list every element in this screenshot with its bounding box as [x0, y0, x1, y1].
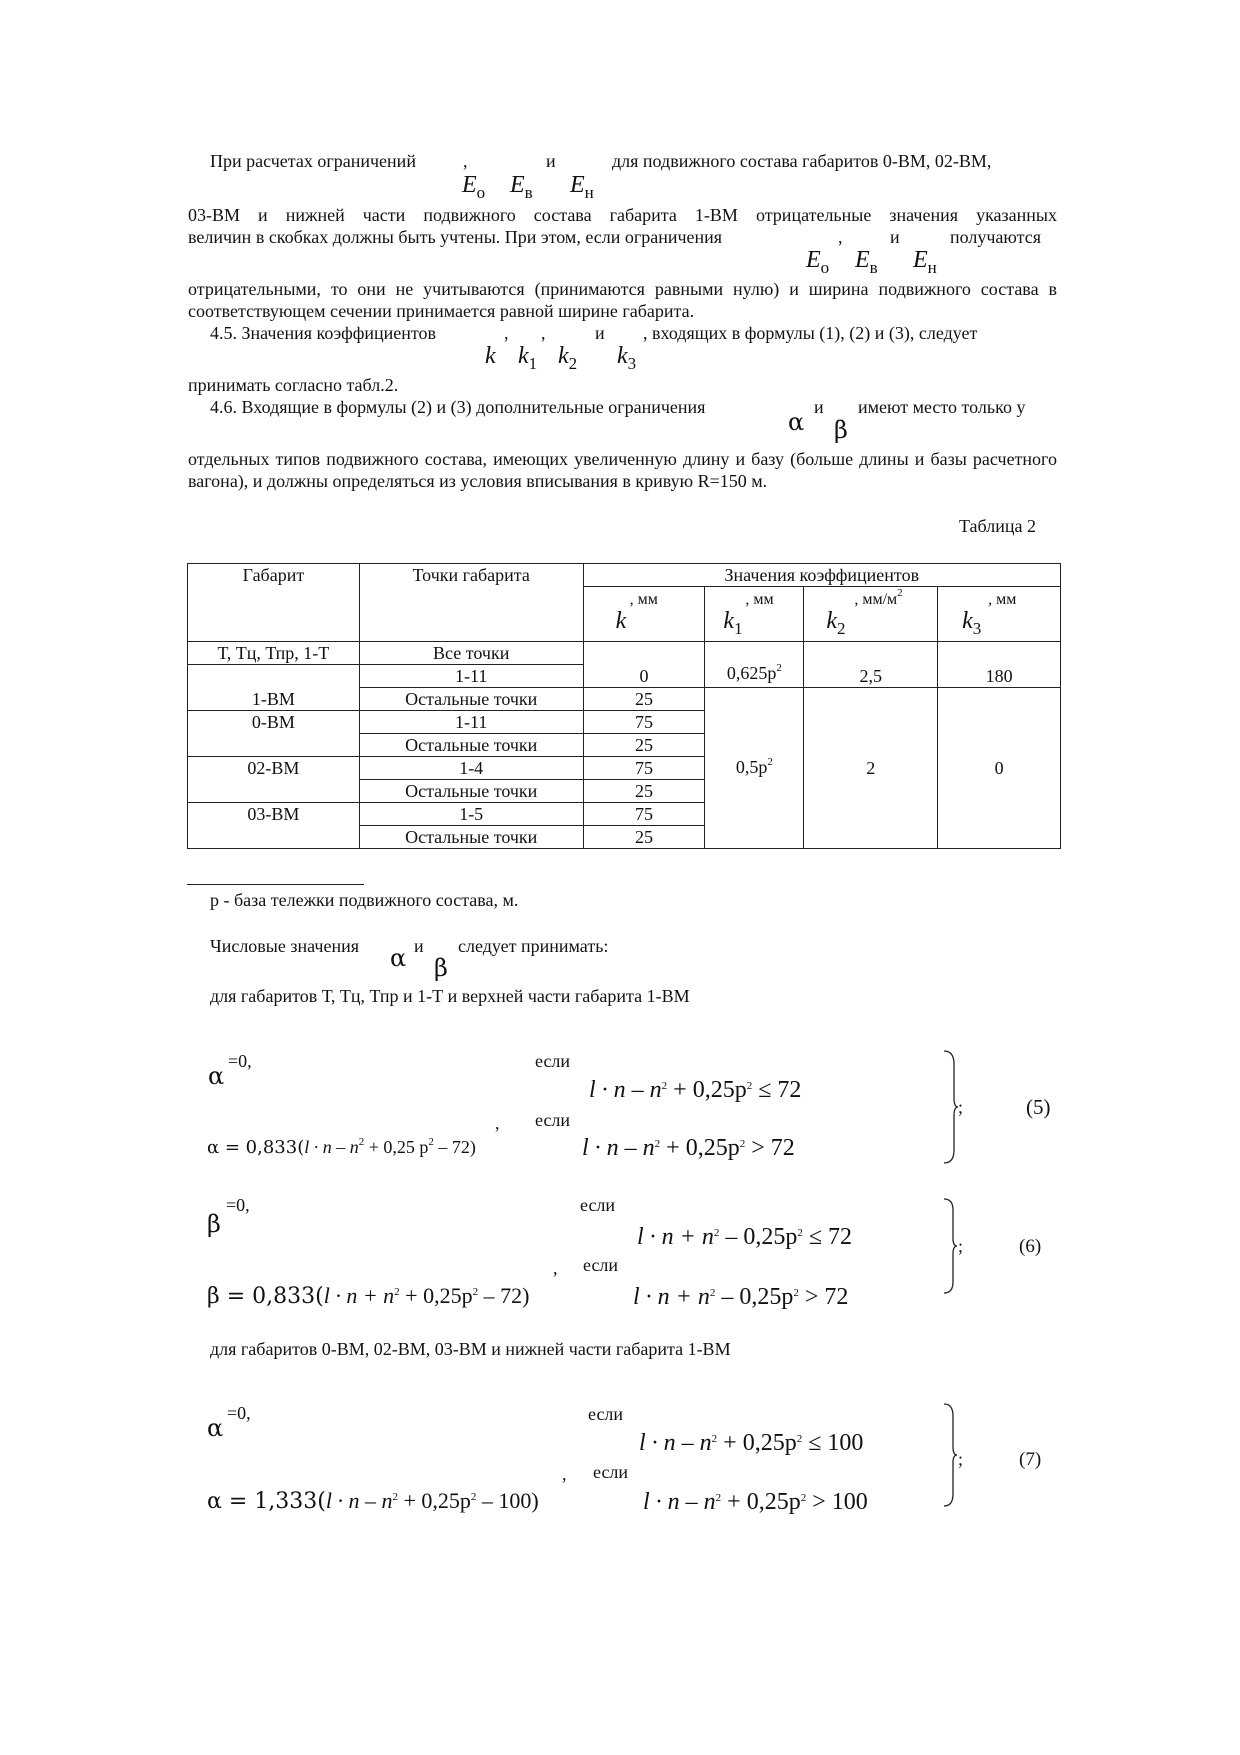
table-cell: 0-ВМ	[188, 711, 360, 757]
header-coefs: Значения коэффициентов	[583, 564, 1060, 587]
symbol-e-o-2: $E_о$	[806, 247, 830, 277]
coefficients-table	[187, 563, 1061, 849]
table-cell: 25	[583, 734, 705, 757]
table-cell: 1-11	[359, 711, 583, 734]
p3-start: 4.6. Входящие в формулы (2) и (3) дополнительные ограничения	[210, 397, 706, 417]
formula-number: (7)	[1019, 1449, 1042, 1470]
p1-line3-end: получаются	[950, 227, 1041, 247]
table-cell: 25	[583, 688, 705, 711]
formula-number: (6)	[1019, 1236, 1042, 1257]
p1-rest: для подвижного состава габаритов 0-ВМ, 02-ВМ,	[612, 151, 992, 171]
eq-zero: =0,	[226, 1195, 250, 1215]
p1-line4: отрицательными, то они не учитываются (принимаются равными нулю) и ширина подвижного состава в соответствующем сечении принимается равной ширине габарита.	[188, 279, 1057, 321]
table-cell: 1-5	[359, 803, 583, 826]
table-cell: Остальные точки	[359, 826, 583, 849]
table-cell: 1-11	[359, 665, 583, 688]
comma: ,	[553, 1258, 558, 1278]
p3-line2: отдельных типов подвижного состава, имеющих увеличенную длину и базу (больше длины и базы расчетного вагона), и должны определяться из условия вписывания в кривую R=150 м.	[188, 449, 1057, 491]
p2-start: 4.5. Значения коэффициентов	[210, 323, 437, 343]
p3-rest: имеют место только у	[858, 397, 1026, 417]
if-label: если	[583, 1255, 619, 1275]
p1-line3-comma: ,	[838, 227, 843, 247]
condition-2: $l \cdot n - n^2 + 0,25p^2 > 100$	[643, 1489, 868, 1515]
symbol-k: k	[485, 343, 496, 369]
condition-1: $l \cdot n - n^2 + 0,25p^2 \le 72$	[589, 1077, 802, 1103]
table-cell: Все точки	[359, 642, 583, 665]
p1-line3-and: и	[890, 227, 900, 247]
beta-symbol: β	[207, 1210, 221, 1238]
beta-symbol: β	[434, 954, 448, 982]
group1-heading: для габаритов Т, Тц, Тпр и 1-Т и верхней части габарита 1-ВМ	[210, 986, 690, 1006]
header-k2: $k_2$ , $мм/м^2$	[804, 587, 938, 642]
condition-1: $l \cdot n - n^2 + 0,25p^2 \le 100$	[639, 1430, 864, 1456]
table-cell: 2,5	[804, 642, 938, 688]
table-cell: Остальные точки	[359, 734, 583, 757]
header-k: k , мм	[583, 587, 705, 642]
symbol-e-v: $E_в$	[510, 172, 533, 202]
p1-start: При расчетах ограничений	[210, 151, 416, 171]
comma: ,	[495, 1113, 500, 1133]
symbol-e-n: $E_н$	[570, 172, 594, 202]
table-cell: 75	[583, 711, 705, 734]
alpha-symbol: α	[390, 944, 407, 972]
table-cell: 03-ВМ	[188, 803, 360, 849]
condition-1: $l \cdot n + n^2 - 0,25p^2 \le 72$	[637, 1224, 853, 1250]
table-cell: 0	[583, 642, 705, 688]
header-k1: $k_1$ , мм	[705, 587, 804, 642]
p1-line2: 03-ВМ и нижней части подвижного состава габарита 1-ВМ отрицательные значения указанных	[188, 205, 1057, 225]
semicolon: ;	[958, 1097, 964, 1117]
numeric-start: Числовые значения	[210, 936, 359, 956]
eq-zero: =0,	[227, 1403, 251, 1423]
table-cell: 02-ВМ	[188, 757, 360, 803]
alpha-symbol: α	[207, 1414, 224, 1442]
p2-line2: принимать согласно табл.2.	[188, 375, 399, 395]
eq-zero: =0,	[228, 1051, 252, 1071]
p1-line3: величин в скобках должны быть учтены. При этом, если ограничения	[188, 227, 723, 247]
expression: $\alpha = 1,333(l \cdot n - n^2 + 0,25p^2 - 100)$	[207, 1488, 539, 1514]
table-cell: Т, Тц, Тпр, 1-Т	[188, 642, 360, 665]
symbol-k1: $k_1$	[518, 343, 538, 373]
table-cell: 75	[583, 757, 705, 780]
expression: $\alpha = 0,833(l \cdot n - n^2 + 0,25$ $p^2 - 72$)	[207, 1136, 476, 1158]
table-cell: 1-ВМ	[188, 665, 360, 711]
numeric-end: следует принимать:	[458, 936, 609, 956]
symbol-e-o: $E_о$	[462, 172, 486, 202]
p2-and: и	[595, 323, 605, 343]
table-cell: 75	[583, 803, 705, 826]
p3-and: и	[814, 397, 824, 417]
table-cell: $0,625р^2$	[705, 642, 804, 688]
condition-2: $l \cdot n - n^2 + 0,25p^2 > 72$	[582, 1135, 795, 1161]
table-cell: Остальные точки	[359, 780, 583, 803]
table-cell: 2	[804, 688, 938, 849]
footnote-divider	[187, 884, 364, 885]
table-cell: 25	[583, 780, 705, 803]
header-k3: $k_3$ , мм	[938, 587, 1061, 642]
table-cell: 0	[938, 688, 1061, 849]
semicolon: ;	[958, 1236, 964, 1256]
if-label: если	[588, 1404, 624, 1424]
symbol-k3: $k_3$	[617, 343, 637, 373]
table-cell: $0,5р^2$	[705, 688, 804, 849]
table-cell: 25	[583, 826, 705, 849]
symbol-e-v-2: $E_в$	[855, 247, 878, 277]
footnote-text: р - база тележки подвижного состава, м.	[210, 890, 519, 910]
p1-comma: ,	[463, 151, 468, 171]
condition-2: $l \cdot n + n^2 - 0,25p^2 > 72$	[633, 1284, 849, 1310]
header-points: Точки габарита	[359, 564, 583, 642]
symbol-k2: $k_2$	[558, 343, 578, 373]
alpha-symbol: α	[208, 1062, 225, 1090]
alpha-symbol: α	[788, 408, 805, 436]
comma: ,	[562, 1464, 567, 1484]
if-label: если	[580, 1195, 616, 1215]
if-label: если	[535, 1110, 571, 1130]
table-cell: Остальные точки	[359, 688, 583, 711]
if-label: если	[593, 1462, 629, 1482]
semicolon: ;	[958, 1449, 964, 1469]
formula-number: (5)	[1026, 1095, 1051, 1119]
table-cell: 180	[938, 642, 1061, 688]
group2-heading: для габаритов 0-ВМ, 02-ВМ, 03-ВМ и нижней части габарита 1-ВМ	[210, 1339, 731, 1359]
p2-comma1: ,	[504, 323, 509, 343]
beta-symbol: β	[834, 416, 848, 444]
symbol-e-n-2: $E_н$	[913, 247, 937, 277]
expression: $\beta = 0,833(l \cdot n + n^2 + 0,25p^2 - 72)$	[207, 1283, 530, 1309]
p2-comma2: ,	[541, 323, 546, 343]
table-cell: 1-4	[359, 757, 583, 780]
if-label: если	[535, 1051, 571, 1071]
table-caption: Таблица 2	[959, 516, 1036, 536]
p1-and: и	[546, 151, 556, 171]
p2-rest: , входящих в формулы (1), (2) и (3), следует	[643, 323, 978, 343]
numeric-and: и	[414, 936, 424, 956]
header-gabarit: Габарит	[188, 564, 360, 642]
